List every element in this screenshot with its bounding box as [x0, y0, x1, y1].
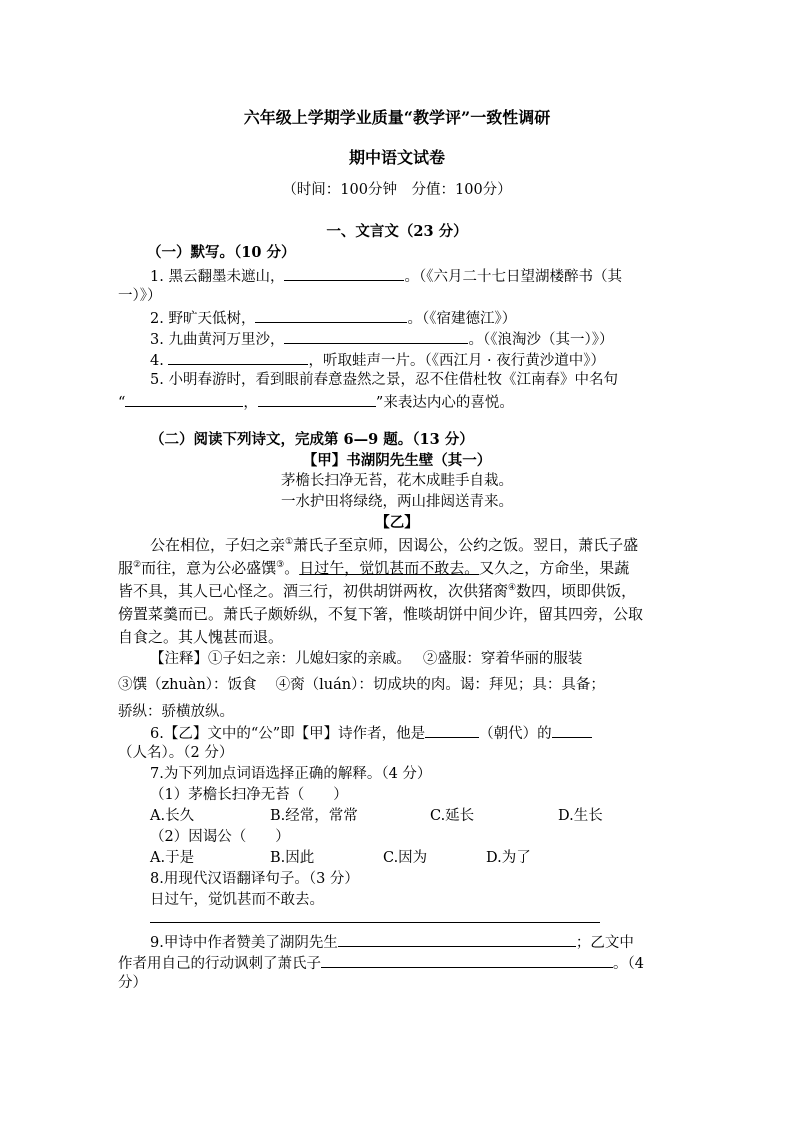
- option-b[interactable]: B.经常，常常: [270, 808, 358, 824]
- exam-title: 六年级上学期学业质量“教学评”一致性调研: [243, 108, 551, 127]
- underlined-sentence: 日过午，觉饥甚而不敢去。: [299, 559, 480, 577]
- answer-blank[interactable]: [425, 722, 479, 738]
- answer-blank[interactable]: [255, 307, 407, 323]
- question-3: 3. 九曲黄河万里沙， 。（《浪淘沙（其一）》）: [150, 328, 613, 350]
- question-8: 8.用现代汉语翻译句子。（3 分）: [150, 871, 359, 887]
- answer-blank[interactable]: [284, 328, 468, 344]
- answer-blank[interactable]: [284, 265, 404, 281]
- prose-line: 自食之。其人愧甚而退。: [118, 628, 284, 646]
- answer-blank[interactable]: [258, 391, 376, 407]
- question-8-sentence: 日过午，觉饥甚而不敢去。: [150, 892, 324, 908]
- annotation: 【注释】①子妇之亲：儿媳妇家的亲戚。 ②盛服：穿着华丽的服装: [150, 651, 583, 667]
- option-d[interactable]: D.生长: [558, 808, 603, 824]
- part-heading: （一）默写。（10 分）: [147, 244, 296, 261]
- question-9-cont: 作者用自己的行动讽刺了萧氏子 。（4: [118, 952, 644, 974]
- poem-line: 一水护田将绿绕，两山排闼送青来。: [281, 494, 513, 510]
- prose-line: 服②而往，意为公必盛馔③。日过午，觉饥甚而不敢去。又久之，方命坐，果蔬: [118, 559, 630, 577]
- question-7: 7.为下列加点词语选择正确的解释。（4 分）: [150, 766, 432, 782]
- answer-blank[interactable]: [125, 391, 243, 407]
- question-6-cont: （人名）。（2 分）: [118, 745, 234, 761]
- question-5-cont: “ ， ”来表达内心的喜悦。: [118, 391, 514, 413]
- prose-title: 【乙】: [375, 514, 419, 531]
- prose-line: 傍置菜羹而已。萧氏子颇娇纵，不复下箸，惟啖胡饼中间少许，留其四旁，公取: [118, 605, 644, 623]
- question-2: 2. 野旷天低树， 。（《宿建德江》）: [150, 307, 516, 329]
- option-d[interactable]: D.为了: [486, 850, 531, 866]
- poem-title: 【甲】书湖阴先生壁（其一）: [302, 452, 492, 469]
- prose-line: 皆不具，其人已心怪之。酒三行，初供胡饼两枚，次供猪脔④数四，顷即供饭，: [118, 582, 637, 600]
- part-heading: （二）阅读下列诗文，完成第 6—9 题。（13 分）: [150, 431, 474, 448]
- answer-blank[interactable]: [338, 931, 576, 947]
- section-heading: 一、文言文（23 分）: [326, 223, 468, 240]
- option-a[interactable]: A.长久: [150, 808, 195, 824]
- option-b[interactable]: B.因此: [270, 850, 315, 866]
- poem-line: 茅檐长扫净无苔，花木成畦手自栽。: [281, 473, 513, 489]
- question-9: 9.甲诗中作者赞美了湖阴先生 ；乙文中: [150, 931, 634, 953]
- question-4: 4. ，听取蛙声一片。（《西江月 · 夜行黄沙道中》）: [150, 349, 605, 371]
- option-a[interactable]: A.于是: [150, 850, 195, 866]
- prose-line: 公在相位，子妇之亲①萧氏子至京师，因谒公，公约之饭。翌日，萧氏子盛: [150, 536, 639, 554]
- annotation: 骄纵：骄横放纵。: [118, 704, 234, 720]
- question-6: 6.【乙】文中的“公”即【甲】诗作者，他是 （朝代）的: [150, 722, 592, 744]
- answer-blank[interactable]: [321, 952, 613, 968]
- option-c[interactable]: C.因为: [383, 850, 428, 866]
- question-1-cont: 一）》）: [118, 288, 162, 304]
- exam-meta: （时间：100分钟 分值：100分）: [282, 182, 512, 198]
- option-c[interactable]: C.延长: [430, 808, 475, 824]
- question-9-end: 分）: [118, 975, 147, 991]
- answer-blank[interactable]: [168, 349, 308, 365]
- question-7-2: （2）因谒公（ ）: [150, 829, 290, 845]
- question-7-1: （1）茅檐长扫净无苔（ ）: [150, 787, 348, 803]
- question-1: 1. 黑云翻墨未遮山， 。（《六月二十七日望湖楼醉书（其: [150, 265, 622, 287]
- annotation: ③馔（zhuàn）：饭食 ④脔（luán）：切成块的肉。谒：拜见；具：具备；: [118, 677, 605, 693]
- question-5: 5. 小明春游时，看到眼前春意盎然之景，忍不住借杜牧《江南春》中名句: [150, 372, 618, 388]
- exam-subtitle: 期中语文试卷: [348, 148, 445, 167]
- answer-line[interactable]: [150, 922, 600, 923]
- answer-blank[interactable]: [552, 722, 592, 738]
